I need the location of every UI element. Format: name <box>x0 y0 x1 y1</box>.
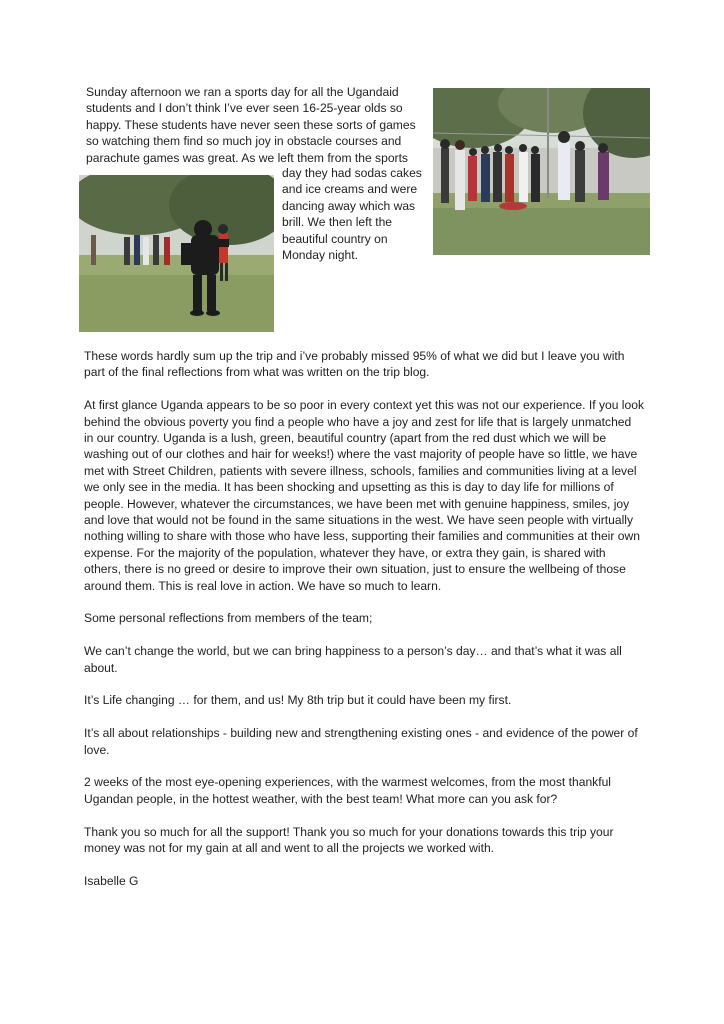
intro-paragraph-side <box>282 165 428 263</box>
intro-text-side: day they had sodas cakes and ice creams and were dancing away which was brill. We then left the beautiful country on Monday night. <box>282 166 422 263</box>
paragraph-blog-reflection: At first glance Uganda appears to be so poor in every context yet this was not our experience. If you look behind the obvious poverty you find a people who have a joy and zest for life that is largely unmatched in our country. Uganda is a lush, green, beautiful country (apart from the red dust which we will be washing out of our clothes and hair for weeks!) where the vast majority of people have so little, we have met with Street Children, patients with severe illness, schools, families and communities living at a level we only see in the media. It has been shocking and upsetting as this is day to day life for millions of people. However, whatever the circumstances, we have been met with genuine happiness, smiles, joy and love that would not be found in the same situations in the west. We have seen people with virtually nothing willing to share with those who have less, supporting their families and communities at their own expense. For the majority of the population, whatever they have, or extra they gain, is shared with others, there is no greed or desire to improve their own situation, just to ensure the wellbeing of those around them. This is real love in action. We have so much to learn. <box>84 398 644 593</box>
gorilla-costume-illustration <box>79 175 274 332</box>
signature: Isabelle G <box>84 873 139 888</box>
gorilla-costume-photo <box>79 175 274 332</box>
paragraph-thank-you: Thank you so much for all the support! Thank you so much for your donations towards this trip your money was not for my gain at all and went to all the projects we worked with. <box>84 824 614 856</box>
paragraph-quote-experiences: 2 weeks of the most eye-opening experiences, with the warmest welcomes, from the most thankful Ugandan people, in the hottest weather, with the best team! What more can you ask for? <box>84 775 611 806</box>
paragraph-summary: These words hardly sum up the trip and i’ve probably missed 95% of what we did but I leave you with part of the final reflections from what was written on the trip blog. <box>84 349 625 380</box>
intro-paragraph-top <box>86 84 426 166</box>
students-group-photo <box>433 88 650 255</box>
students-group-illustration <box>433 88 650 255</box>
paragraph-team-intro: Some personal reflections from members of the team; <box>84 611 373 626</box>
paragraph-quote-happiness: We can’t change the world, but we can bring happiness to a person’s day… and that’s what it was all about. <box>84 644 622 675</box>
reflections-body <box>84 348 644 906</box>
intro-text-top: Sunday afternoon we ran a sports day for all the Ugandaid students and I don’t think I’ve ever seen 16-25-year olds so happy. These students have never seen these sorts of games so watching them find so much joy in obstacle courses and parachute games was great. As we left them from the sports <box>86 85 416 165</box>
paragraph-quote-life-changing: It’s Life changing … for them, and us! My 8th trip but it could have been my first. <box>84 693 512 708</box>
paragraph-quote-relationships: It’s all about relationships - building new and strengthening existing ones - and evidence of the power of love. <box>84 726 638 757</box>
